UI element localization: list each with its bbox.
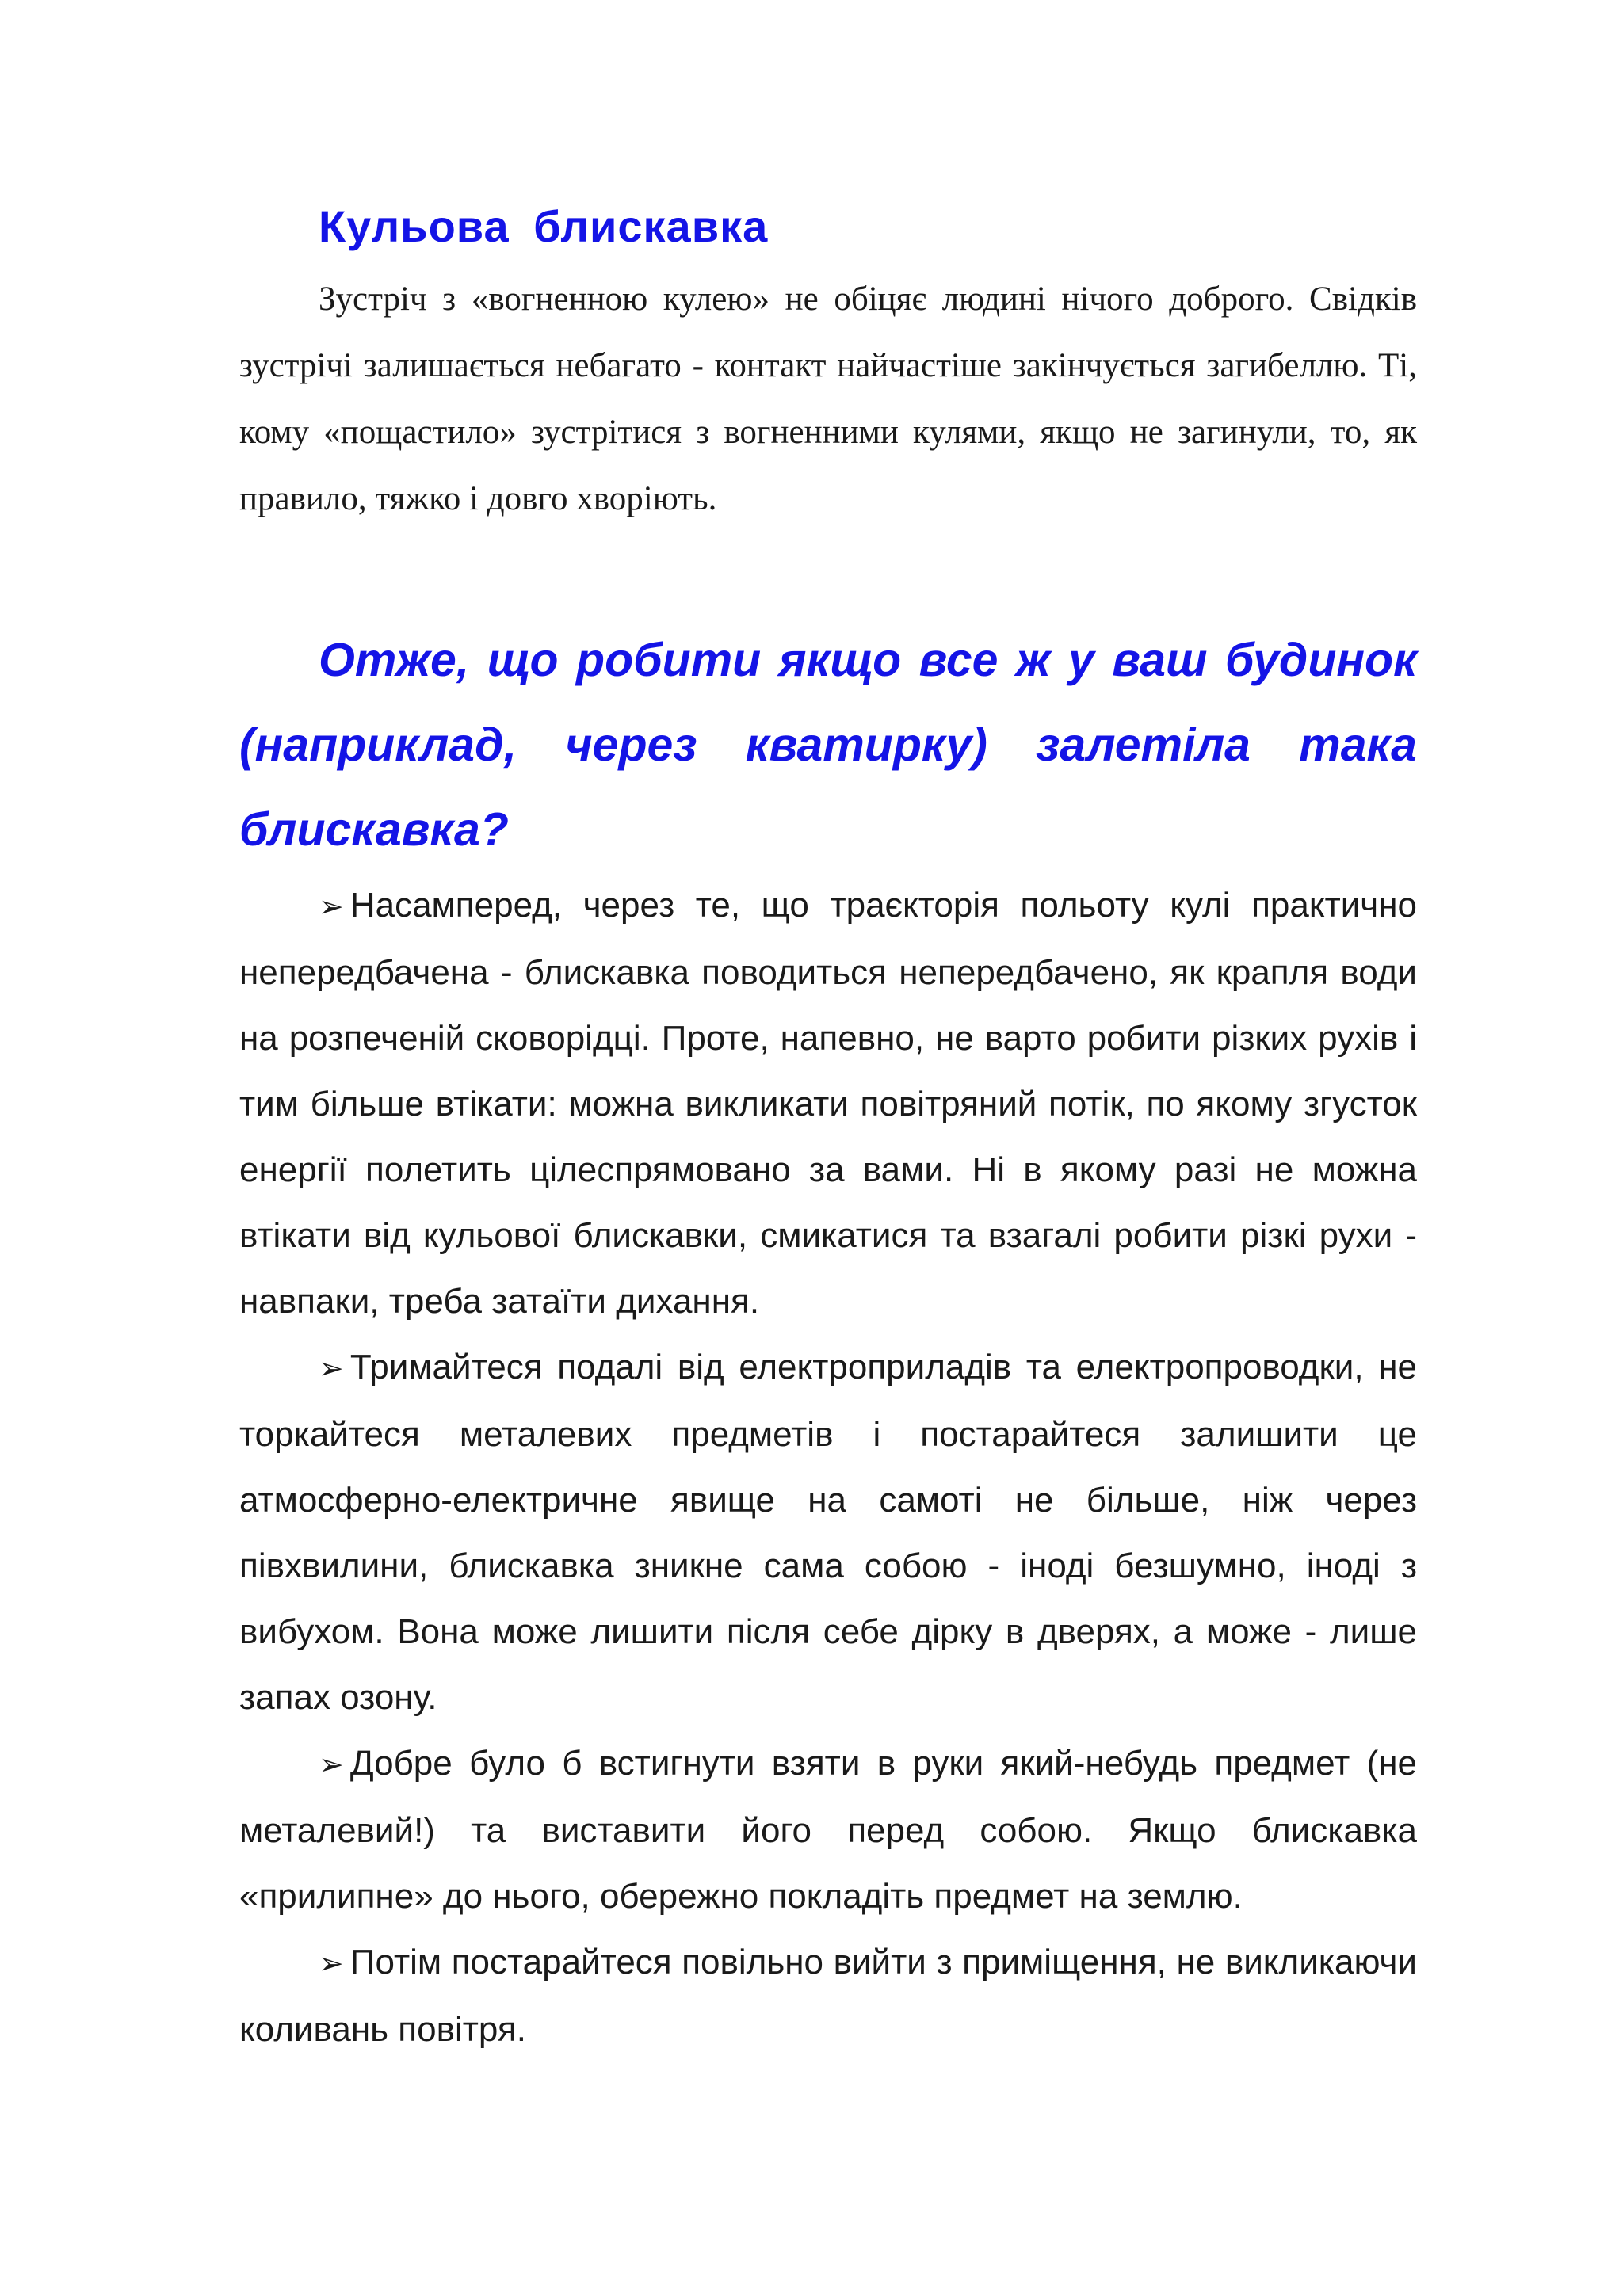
document-title: Кульова блискавка	[319, 201, 769, 251]
tip-item	[239, 1334, 1417, 1730]
tip-text: Потім постарайтеся повільно вийти з приміщення, не викликаючи коливань повітря.	[239, 1943, 1417, 2049]
arrow-bullet-icon: ➢	[319, 889, 344, 924]
tip-item	[239, 872, 1417, 1334]
tip-text: Насамперед, через те, що траєкторія польоту кулі практично непередбачена - блискавка поводиться непередбачено, як крапля води на розпеченій сковорідці. Проте, напевно, не варто робити різких рухів і тим більше втікати: можна викликати повітряний потік, по якому згусток енергії полетить цілеспрямовано за вами. Ні в якому разі не можна втікати від кульової блискавки, смикатися та взагалі робити різкі рухи - навпаки, треба затаїти дихання.	[239, 886, 1417, 1321]
arrow-bullet-icon: ➢	[319, 1351, 344, 1386]
question-heading: Отже, що робити якщо все ж у ваш будинок (наприклад, через кватирку) залетіла така блискавка?	[239, 634, 1417, 856]
tip-item	[239, 1929, 1417, 2062]
arrow-bullet-icon: ➢	[319, 1747, 344, 1782]
tip-text: Добре було б встигнути взяти в руки який-небудь предмет (не металевий!) та виставити його перед собою. Якщо блискавка «прилипне» до нього, обережно покладіть предмет на землю.	[239, 1744, 1417, 1916]
tip-text: Тримайтеся подалі від електроприладів та електропроводки, не торкайтеся металевих предметів і постарайтеся залишити це атмосферно-електричне явище на самоті не більше, ніж через півхвилини, блискавка зникне сама собою - іноді безшумно, іноді з вибухом. Вона може лишити після себе дірку в дверях, а може - лише запах озону.	[239, 1348, 1417, 1717]
arrow-bullet-icon: ➢	[319, 1946, 344, 1981]
intro-paragraph: Зустріч з «вогненною кулею» не обіцяє людині нічого доброго. Свідків зустрічі залишається небагато - контакт найчастіше закінчується загибеллю. Ті, кому «пощастило» зустрітися з вогненними кулями, якщо не загинули, то, як правило, тяжко і довго хворіють.	[239, 280, 1417, 517]
document-content	[239, 187, 1417, 2062]
tips-list	[239, 872, 1417, 2062]
tip-item	[239, 1730, 1417, 1929]
